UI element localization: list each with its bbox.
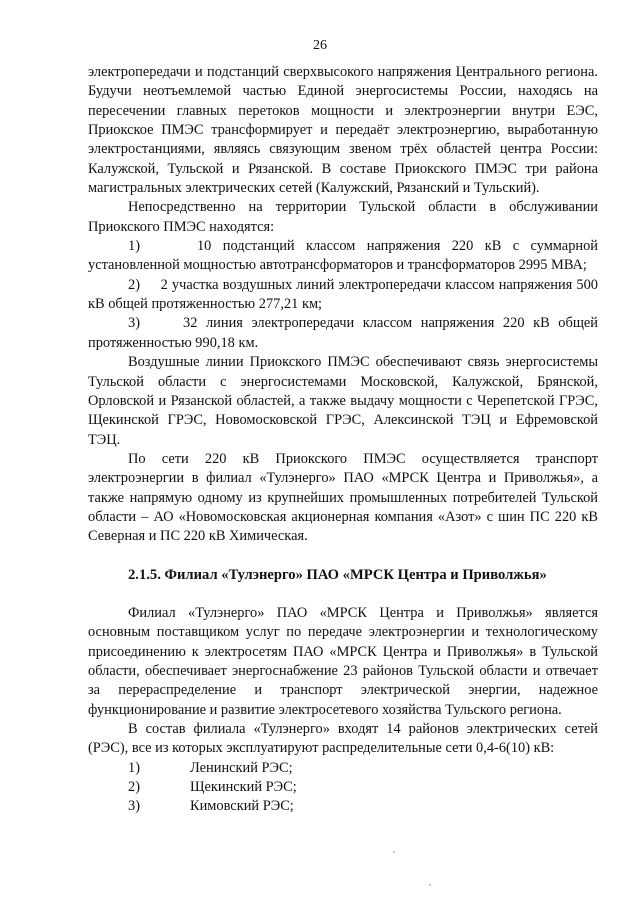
paragraph: Непосредственно на территории Тульской области в обслуживании Приокского ПМЭС находятся: <box>88 199 598 235</box>
list-item <box>88 778 598 797</box>
list-text: Ленинский РЭС; <box>190 759 293 776</box>
page-number: 26 <box>313 38 327 53</box>
paragraph: электропередачи и подстанций сверхвысокого напряжения Центрального региона. Будучи неотъемлемой частью Единой энергосистемы России, находясь на пересечении главных перетоков мощности и электроэнергии внутри ЕЭС, Приокское ПМЭС трансформирует и передаёт электроэнергию, выработанную электростанциями, являясь связующим звеном трёх областей центра России: Калужской, Тульской и Рязанской. В составе Приокского ПМЭС три района магистральных электрических сетей (Калужский, Рязанский и Тульский). <box>88 64 598 197</box>
list-number: 1) <box>128 759 140 776</box>
list-number: 2) <box>128 779 140 796</box>
paragraph: В состав филиала «Тулэнерго» входят 14 районов электрических сетей (РЭС), все из которых эксплуатируют распределительные сети 0,4-6(10) кВ: <box>88 721 598 757</box>
section-heading: 2.1.5. Филиал «Тулэнерго» ПАО «МРСК Центра и Приволжья» <box>128 566 547 583</box>
list-item <box>88 759 598 778</box>
scan-speck <box>429 884 431 886</box>
paragraph: Воздушные линии Приокского ПМЭС обеспечивают связь энергосистемы Тульской области с энергосистемами Московской, Калужской, Брянской, Орловской и Рязанской областей, а также выдачу мощности с Черепетской ГРЭС, Щекинской ГРЭС, Новомосковской ГРЭС, Алексинской ТЭЦ и Ефремовской ТЭЦ. <box>88 354 598 448</box>
list-text: Щекинский РЭС; <box>190 779 297 796</box>
paragraph: По сети 220 кВ Приокского ПМЭС осуществляется транспорт электроэнергии в филиал «Тулэнерго» ПАО «МРСК Центра и Приволжья», а также напрямую одному из крупнейших промышленных потребителей Тульской области – АО «Новомосковская акционерная компания «Азот» с шин ПС 220 кВ Северная и ПС 220 кВ Химическая. <box>88 450 598 545</box>
paragraph: Филиал «Тулэнерго» ПАО «МРСК Центра и Приволжья» является основным поставщиком услуг по передаче электроэнергии и технологическому присоединению к электросетям ПАО «МРСК Центра и Приволжья» в Тульской области, обеспечивает энергоснабжение 23 районов Тульской области и отвечает за перераспределение и транспорт электрической энергии, надежное функционирование и развитие электросетевого хозяйства Тульского региона. <box>88 604 598 718</box>
numbered-item: 1) 10 подстанций классом напряжения 220 кВ с суммарной установленной мощностью автотрансформаторов и трансформаторов 2995 МВА; <box>88 238 598 274</box>
page-content <box>88 63 598 817</box>
numbered-item: 3) 32 линия электропередачи классом напряжения 220 кВ общей протяженностью 990,18 км. <box>88 315 598 351</box>
numbered-item: 2) 2 участка воздушных линий электропередачи классом напряжения 500 кВ общей протяженностью 277,21 км; <box>88 276 598 313</box>
scan-speck <box>393 851 395 853</box>
list-text: Кимовский РЭС; <box>190 798 294 815</box>
list-number: 3) <box>128 798 140 815</box>
list-item <box>88 797 598 816</box>
